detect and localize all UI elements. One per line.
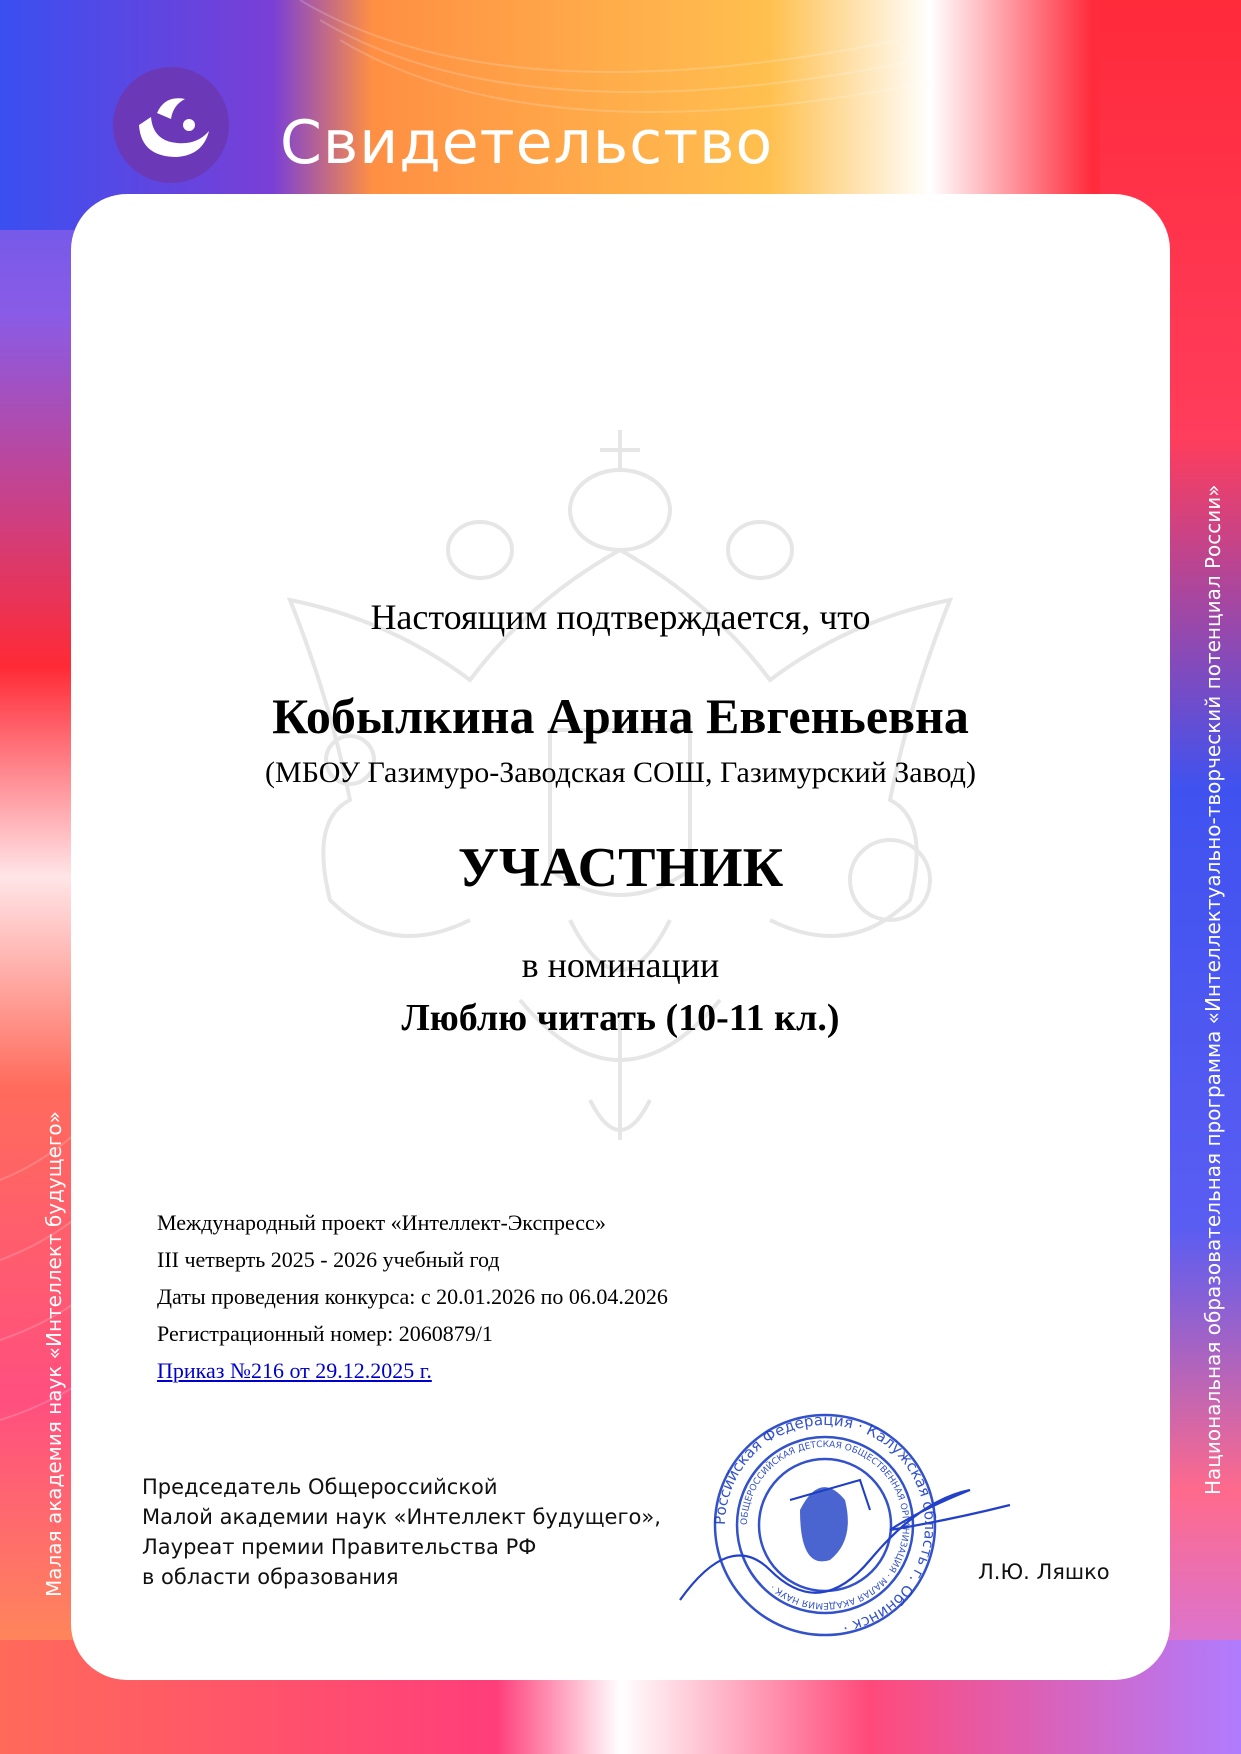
nomination-title: Люблю читать (10-11 кл.) bbox=[401, 997, 840, 1039]
side-text-left: Малая академия наук «Интеллект будущего» bbox=[42, 1111, 66, 1597]
order-link[interactable]: Приказ №216 от 29.12.2025 г. bbox=[157, 1358, 432, 1383]
signatory-name: Л.Ю. Ляшко bbox=[978, 1560, 1110, 1584]
registration-number: Регистрационный номер: 2060879/1 bbox=[157, 1321, 493, 1346]
official-stamp bbox=[670, 1410, 1020, 1640]
academic-period: III четверть 2025 - 2026 учебный год bbox=[157, 1247, 500, 1272]
nomination-prefix: в номинации bbox=[521, 945, 720, 985]
project-name: Международный проект «Интеллект-Экспресс» bbox=[157, 1210, 606, 1235]
signatory-line-3: Лауреат премии Правительства РФ bbox=[142, 1535, 537, 1559]
signatory-line-2: Малой академии наук «Интеллект будущего», bbox=[142, 1505, 661, 1529]
coat-of-arms-watermark bbox=[270, 400, 970, 1180]
participant-status: УЧАСТНИК bbox=[457, 837, 784, 899]
signatory-line-4: в области образования bbox=[142, 1565, 399, 1589]
certificate-details bbox=[157, 1204, 668, 1389]
recipient-name: Кобылкина Арина Евгеньевна bbox=[272, 688, 969, 744]
side-text-right: Национальная образовательная программа «Интеллектуально-творческий потенциал России» bbox=[1201, 484, 1225, 1495]
svg-text:Российская Федерация · Калужск: Российская Федерация · Калужская область г. Обнинск · bbox=[710, 1410, 940, 1638]
intro-text: Настоящим подтверждается, что bbox=[370, 597, 871, 637]
signatory-line-1: Председатель Общероссийской bbox=[142, 1475, 498, 1499]
signatory-title bbox=[142, 1472, 661, 1592]
svg-text:ОБЩЕРОССИЙСКАЯ ДЕТСКАЯ ОБЩЕСТВ: ОБЩЕРОССИЙСКАЯ ДЕТСКАЯ ОБЩЕСТВЕННАЯ ОРГАНИЗАЦИЯ · МАЛАЯ АКАДЕМИЯ НАУК · bbox=[739, 1439, 911, 1611]
certificate-title: Свидетельство bbox=[280, 108, 774, 178]
recipient-organization: (МБОУ Газимуро-Заводская СОШ, Газимурский Завод) bbox=[265, 756, 976, 789]
academy-logo bbox=[111, 65, 231, 185]
contest-dates: Даты проведения конкурса: с 20.01.2026 по 06.04.2026 bbox=[157, 1284, 668, 1309]
